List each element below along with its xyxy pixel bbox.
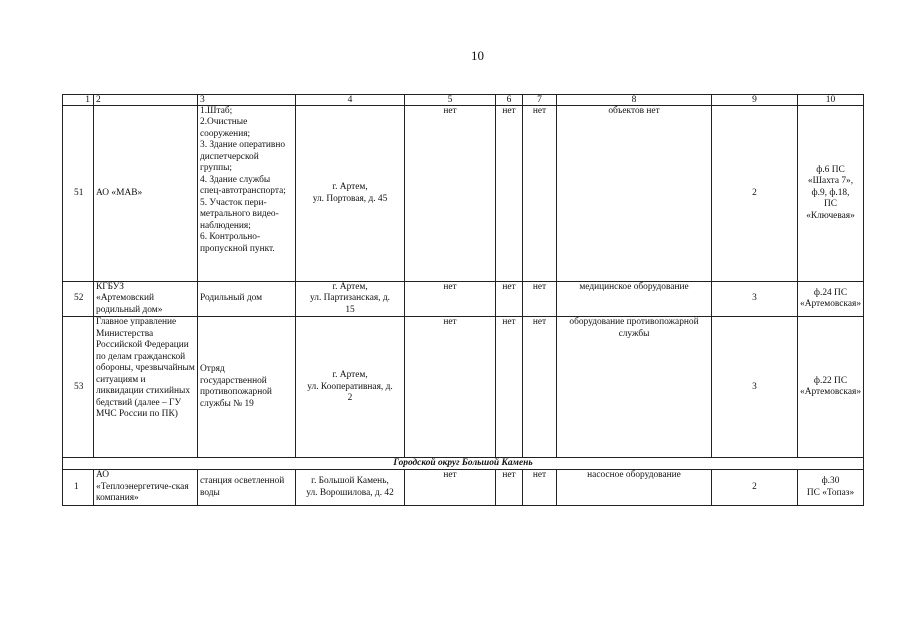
col7-cell: нет (523, 317, 557, 458)
address-cell: г. Артем, ул. Партизанская, д. 15 (296, 282, 405, 317)
header-cell: 8 (557, 95, 712, 106)
table-row (63, 470, 864, 505)
col5-cell: нет (405, 470, 496, 505)
table-row (63, 282, 864, 317)
col6-cell: нет (496, 470, 523, 505)
col6-cell: нет (496, 106, 523, 282)
equipment-cell: оборудование противопожарной службы (557, 317, 712, 458)
header-cell: 5 (405, 95, 496, 106)
category-cell: 3 (712, 282, 798, 317)
table-row (63, 317, 864, 458)
objects-table (62, 94, 864, 506)
objects-cell: Родильный дом (198, 282, 296, 317)
header-cell: 10 (798, 95, 864, 106)
col5-cell: нет (405, 282, 496, 317)
organization-cell: АО «МАВ» (94, 106, 198, 282)
equipment-cell: насосное оборудование (557, 470, 712, 505)
row-number: 53 (63, 317, 94, 458)
header-cell: 7 (523, 95, 557, 106)
address-cell: г. Артем, ул. Кооперативная, д. 2 (296, 317, 405, 458)
row-number: 1 (63, 470, 94, 505)
equipment-cell: объектов нет (557, 106, 712, 282)
address-cell: г. Артем, ул. Портовая, д. 45 (296, 106, 405, 282)
power-source-cell: ф.30 ПС «Топаз» (798, 470, 864, 505)
organization-cell: Главное управление Министерства Российской Федерации по делам гражданской обороны, чрезвычайным ситуациям и ликвидации стихийных бедствий (далее – ГУ МЧС России по ПК) (94, 317, 198, 458)
address-cell: г. Большой Камень, ул. Ворошилова, д. 42 (296, 470, 405, 505)
header-cell: 6 (496, 95, 523, 106)
header-cell: 1 (63, 95, 94, 106)
organization-cell: АО «Теплоэнергетиче-ская компания» (94, 470, 198, 505)
col7-cell: нет (523, 106, 557, 282)
header-cell: 2 (94, 95, 198, 106)
header-cell: 4 (296, 95, 405, 106)
page-number: 10 (471, 48, 484, 63)
objects-cell: станция осветленной воды (198, 470, 296, 505)
power-source-cell: ф.22 ПС «Артемовская» (798, 317, 864, 458)
row-number: 52 (63, 282, 94, 317)
col6-cell: нет (496, 317, 523, 458)
section-title: Городской округ Большой Камень (63, 458, 864, 470)
column-number-row (63, 95, 864, 106)
table-row (63, 106, 864, 282)
col5-cell: нет (405, 317, 496, 458)
col5-cell: нет (405, 106, 496, 282)
category-cell: 2 (712, 470, 798, 505)
objects-cell: Отряд государственной противопожарной службы № 19 (198, 317, 296, 458)
section-header-row (63, 458, 864, 470)
category-cell: 2 (712, 106, 798, 282)
header-cell: 3 (198, 95, 296, 106)
power-source-cell: ф.6 ПС «Шахта 7», ф.9, ф.18, ПС «Ключевая» (798, 106, 864, 282)
power-source-cell: ф.24 ПС «Артемовская» (798, 282, 864, 317)
col6-cell: нет (496, 282, 523, 317)
objects-cell: 1.Штаб; 2.Очистные сооружения; 3. Здание оперативно диспетчерской группы; 4. Здание службы спец-автотранспорта; 5. Участок пери-метрального видео-наблюдения; 6. Контрольно-пропускной пункт. (198, 106, 296, 282)
category-cell: 3 (712, 317, 798, 458)
equipment-cell: медицинское оборудование (557, 282, 712, 317)
header-cell: 9 (712, 95, 798, 106)
organization-cell: КГБУЗ «Артемовский родильный дом» (94, 282, 198, 317)
row-number: 51 (63, 106, 94, 282)
col7-cell: нет (523, 282, 557, 317)
col7-cell: нет (523, 470, 557, 505)
